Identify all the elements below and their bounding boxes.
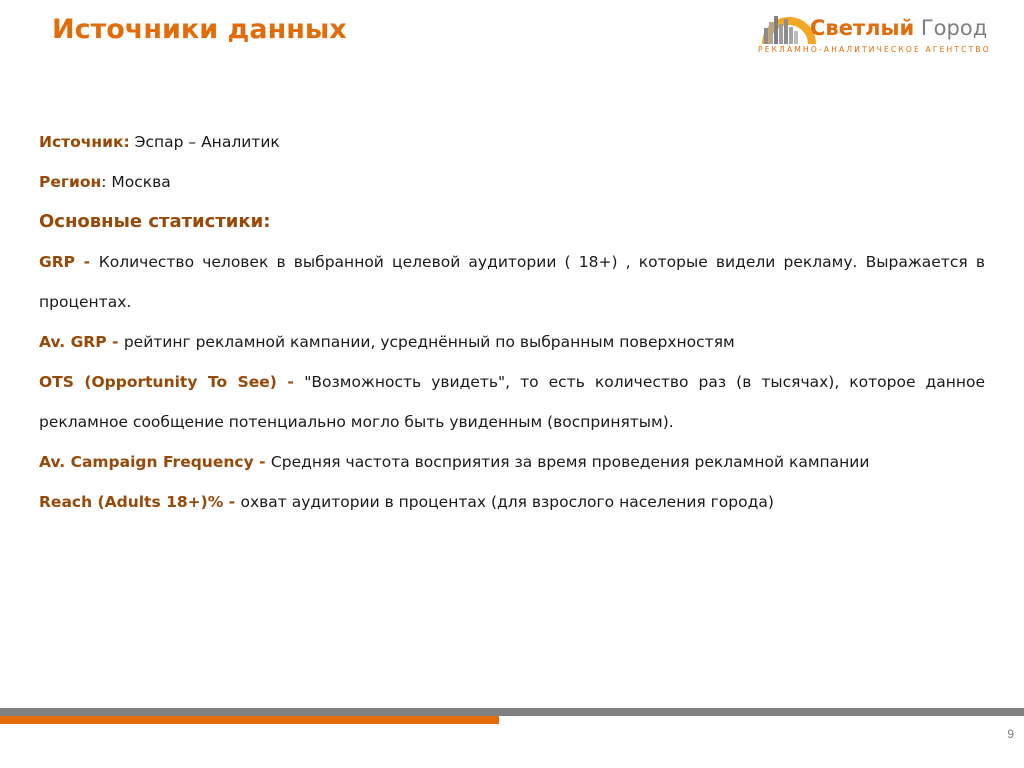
slide-title: Источники данных xyxy=(52,14,347,45)
definition-text: Количество человек в выбранной целевой аудитории ( 18+) , которые видели рекламу. Выражается в процентах. xyxy=(39,253,985,311)
definition-text: Средняя частота восприятия за время проведения рекламной кампании xyxy=(270,453,870,471)
definition-grp xyxy=(39,242,985,322)
footer-orange-bar xyxy=(0,716,499,724)
definition-av-grp xyxy=(39,322,985,362)
definition-term: Reach (Adults 18+)% - xyxy=(39,493,241,511)
definition-term: Av. Campaign Frequency - xyxy=(39,453,271,471)
city-skyline-icon xyxy=(756,10,818,50)
footer-gray-bar xyxy=(0,708,1024,716)
stats-heading: Основные статистики: xyxy=(39,211,271,232)
logo-tagline: РЕКЛАМНО-АНАЛИТИЧЕСКОЕ АГЕНТСТВО xyxy=(758,45,991,54)
logo-name-part2: Город xyxy=(914,16,988,40)
definition-term: OTS (Opportunity To See) - xyxy=(39,373,305,391)
region-label: Регион xyxy=(39,173,102,191)
source-value: Эспар – Аналитик xyxy=(129,133,280,151)
source-label: Источник: xyxy=(39,133,130,151)
logo-brand-name xyxy=(810,16,987,40)
definition-av-campaign-frequency xyxy=(39,442,985,482)
logo-name-part1: Светлый xyxy=(810,16,915,40)
region-line xyxy=(39,162,985,202)
company-logo xyxy=(756,10,1012,58)
definition-term: Av. GRP - xyxy=(39,333,124,351)
definition-text: "Возможность увидеть", то есть количество раз (в тысячах), которое данное рекламное сообщение потенциально могло быть увиденным (воспринятым). xyxy=(39,373,986,431)
region-value: Москва xyxy=(111,173,171,191)
definition-text: охват аудитории в процентах (для взрослого населения города) xyxy=(240,493,774,511)
definition-term: GRP - xyxy=(39,253,99,271)
page-number: 9 xyxy=(1007,727,1014,741)
region-colon: : xyxy=(101,173,112,191)
slide-content xyxy=(39,122,985,522)
definition-ots xyxy=(39,362,985,442)
definition-reach xyxy=(39,482,985,522)
source-line xyxy=(39,122,985,162)
definition-text: рейтинг рекламной кампании, усреднённый по выбранным поверхностям xyxy=(123,333,735,351)
